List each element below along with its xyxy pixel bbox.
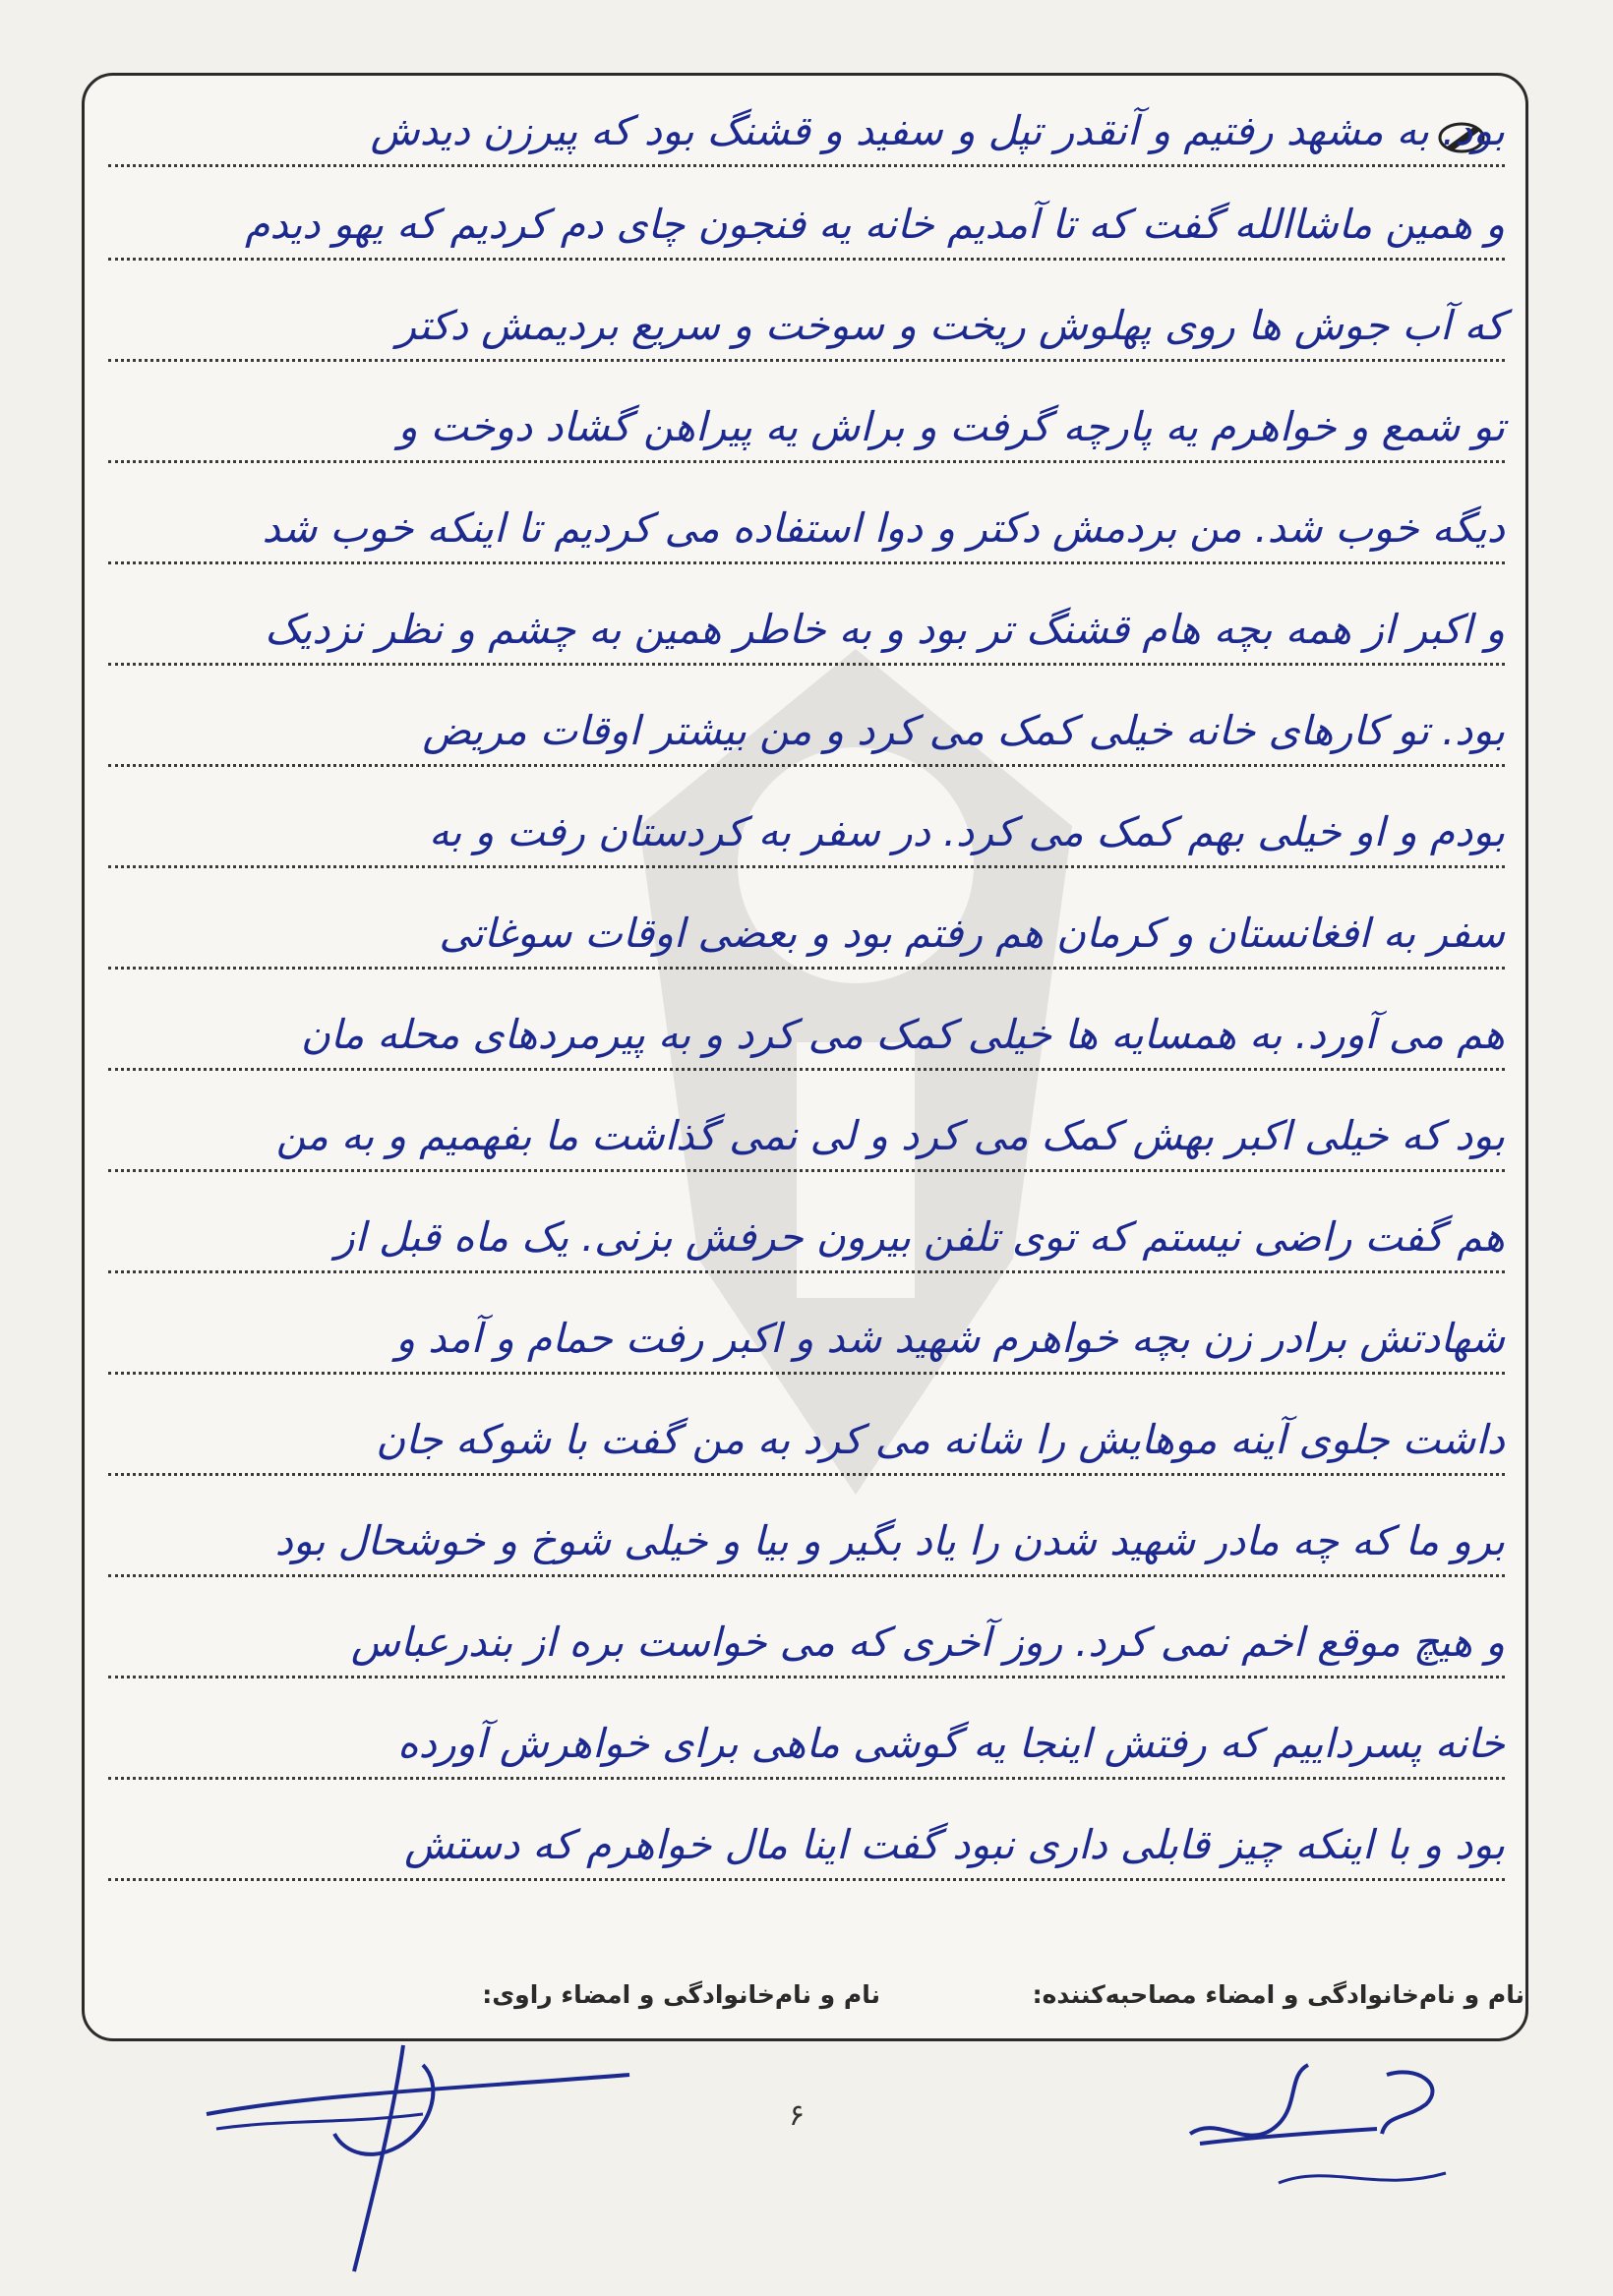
line-text: که آب جوش ها روی پهلوش ریخت و سوخت و سریع بردیمش دکتر	[396, 302, 1505, 349]
line-text: شهادتش برادر زن بچه خواهرم شهید شد و اکبر رفت حمام و آمد و	[395, 1315, 1505, 1362]
interviewer-signature-label: نام و نام‌خانوادگی و امضاء مصاحبه‌کننده:	[1032, 1980, 1524, 2009]
handwritten-line	[108, 264, 1505, 362]
line-text: هم گفت راضی نیستم که توی تلفن بیرون حرفش بزنی. یک ماه قبل از	[334, 1213, 1505, 1261]
handwritten-line	[108, 972, 1505, 1071]
narrator-signature	[197, 2035, 649, 2281]
line-text: بود. به مشهد رفتیم و آنقدر تپل و سفید و قشنگ بود که پیرزن دیدش	[370, 107, 1505, 154]
page-number: ۶	[789, 2098, 806, 2133]
line-text: سفر به افغانستان و کرمان هم رفتم بود و بعضی اوقات سوغاتی	[439, 910, 1505, 957]
handwritten-line	[108, 567, 1505, 666]
narrator-signature-label: نام و نام‌خانوادگی و امضاء راوی:	[482, 1980, 880, 2009]
line-text: برو ما که چه مادر شهید شدن را یاد بگیر و بیا و خیلی شوخ و خوشحال بود	[274, 1517, 1505, 1564]
handwritten-line	[108, 1276, 1505, 1375]
handwritten-line	[108, 871, 1505, 970]
handwritten-line	[108, 1681, 1505, 1780]
line-text: هم می آورد. به همسایه ها خیلی کمک می کرد و به پیرمردهای محله مان	[300, 1011, 1505, 1058]
line-text: و اکبر از همه بچه هام قشنگ تر بود و به خاطر همین به چشم و نظر نزدیک	[265, 606, 1505, 653]
handwritten-line	[108, 365, 1505, 463]
handwritten-line	[108, 770, 1505, 868]
line-text: و همین ماشاالله گفت که تا آمدیم خانه یه فنجون چای دم کردیم که یهو دیدم	[244, 201, 1505, 248]
handwritten-line	[108, 1479, 1505, 1577]
line-text: داشت جلوی آینه موهایش را شانه می کرد به من گفت با شوکه جان	[376, 1416, 1505, 1463]
line-text: بود و با اینکه چیز قابلی داری نبود گفت اینا مال خواهرم که دستش	[404, 1821, 1505, 1868]
handwritten-line	[108, 69, 1505, 167]
line-text: و هیچ موقع اخم نمی کرد. روز آخری که می خواست بره از بندرعباس	[350, 1619, 1505, 1666]
handwritten-line	[108, 162, 1505, 261]
line-text: بودم و او خیلی بهم کمک می کرد. در سفر به کردستان رفت و به	[429, 808, 1505, 855]
handwritten-line	[108, 1175, 1505, 1273]
interviewer-signature	[1180, 2045, 1475, 2222]
handwritten-line	[108, 1378, 1505, 1476]
line-text: دیگه خوب شد. من بردمش دکتر و دوا استفاده می کردیم تا اینکه خوب شد	[262, 504, 1505, 552]
handwritten-line	[108, 466, 1505, 564]
handwritten-line	[108, 1783, 1505, 1881]
handwritten-line	[108, 1074, 1505, 1172]
line-text: خانه پسرداییم که رفتش اینجا یه گوشی ماهی برای خواهرش آورده	[397, 1720, 1505, 1767]
handwritten-line	[108, 1580, 1505, 1678]
handwritten-line	[108, 669, 1505, 767]
line-text: تو شمع و خواهرم یه پارچه گرفت و براش یه پیراهن گشاد دوخت و	[397, 403, 1505, 450]
line-text: بود. تو کارهای خانه خیلی کمک می کرد و من بیشتر اوقات مریض	[422, 707, 1505, 754]
line-text: بود که خیلی اکبر بهش کمک می کرد و لی نمی گذاشت ما بفهمیم و به من	[275, 1112, 1505, 1159]
